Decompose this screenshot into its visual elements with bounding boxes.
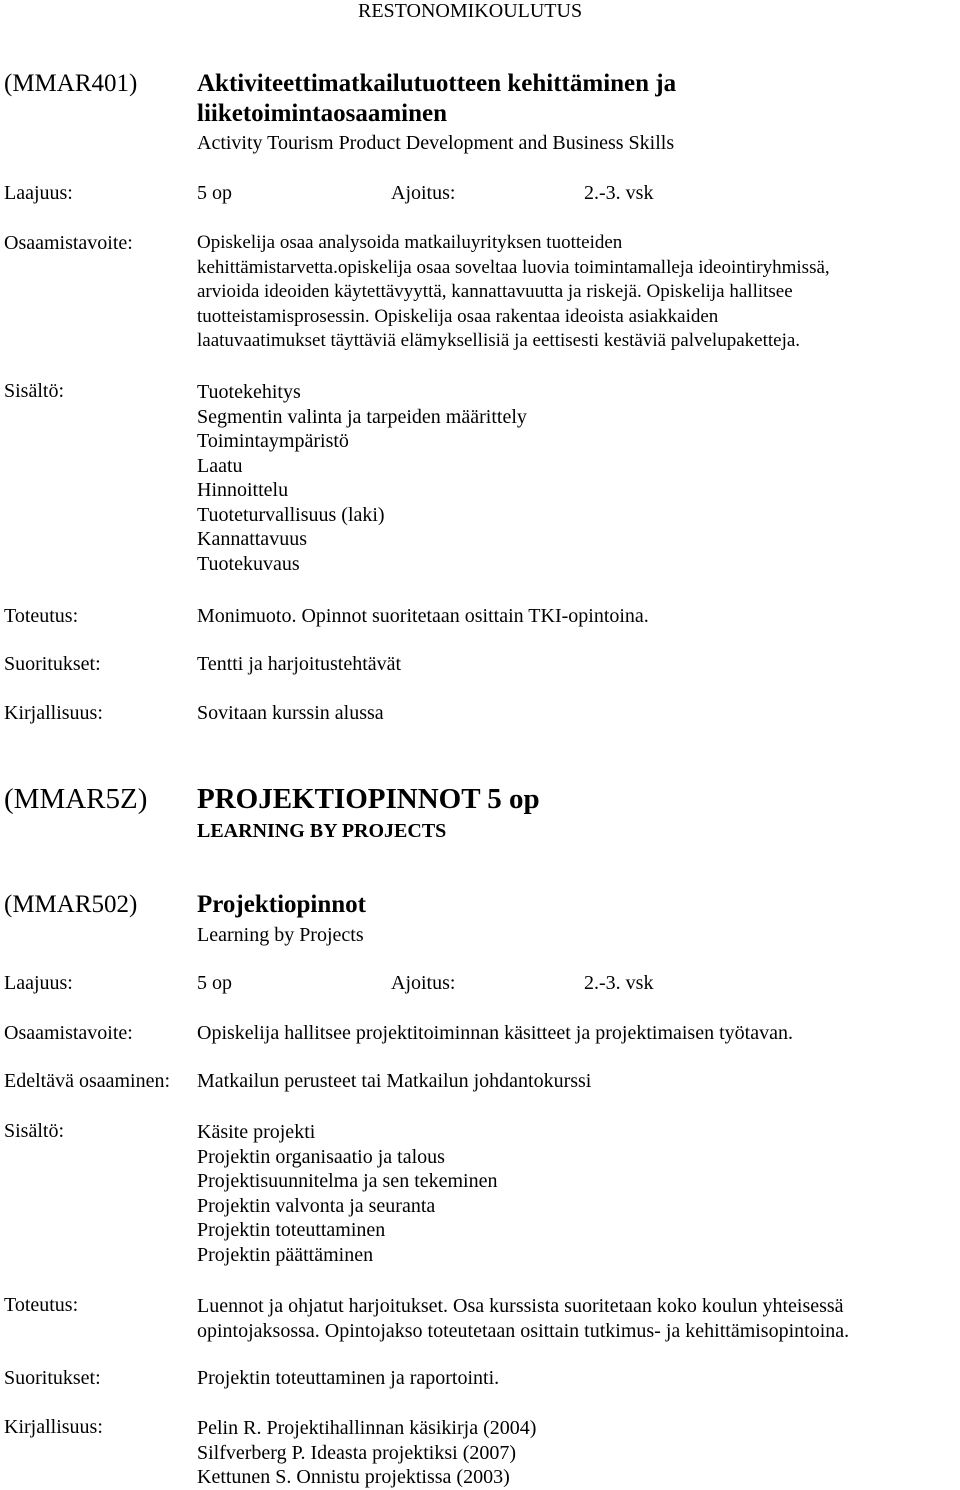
assessment-label: Suoritukset: xyxy=(4,1367,101,1389)
timing-value: 2.-3. vsk xyxy=(584,972,654,994)
course-title-line2: liiketoimintaosaaminen xyxy=(197,100,448,127)
implementation-line: Luennot ja ohjatut harjoitukset. Osa kurssista suoritetaan koko koulun yhteisessä xyxy=(197,1295,844,1317)
content-item: Käsite projekti xyxy=(197,1121,316,1143)
prereq-label: Edeltävä osaaminen: xyxy=(4,1070,171,1092)
literature-item: Kettunen S. Onnistu projektissa (2003) xyxy=(197,1466,510,1488)
content-item: Kannattavuus xyxy=(197,528,307,550)
content-item: Projektin toteuttaminen xyxy=(197,1219,386,1241)
goals-line: kehittämistarvetta.opiskelija osaa soveltaa luovia toimintamalleja ideointiryhmissä, xyxy=(197,256,830,278)
goals-value: Opiskelija hallitsee projektitoiminnan käsitteet ja projektimaisen työtavan. xyxy=(197,1022,793,1044)
scope-value: 5 op xyxy=(197,972,232,994)
literature-item: Silfverberg P. Ideasta projektiksi (2007) xyxy=(197,1441,517,1464)
timing-label: Ajoitus: xyxy=(391,972,456,994)
module-subtitle: LEARNING BY PROJECTS xyxy=(197,820,447,842)
module-title: PROJEKTIOPINNOT 5 op xyxy=(197,783,540,815)
goals-line: tuotteistamisprosessin. Opiskelija osaa rakentaa ideoista asiakkaiden xyxy=(197,305,719,327)
content-item: Projektin organisaatio ja talous xyxy=(197,1145,445,1168)
course-subtitle: Activity Tourism Product Development and Business Skills xyxy=(197,132,675,154)
content-item: Hinnoittelu xyxy=(197,479,289,501)
content-item: Projektin valvonta ja seuranta xyxy=(197,1194,436,1217)
content-label: Sisältö: xyxy=(4,1120,65,1142)
content-list xyxy=(197,1120,498,1267)
content-item: Tuoteturvallisuus (laki) xyxy=(197,503,385,526)
goals-label: Osaamistavoite: xyxy=(4,1022,133,1044)
content-item: Tuotekuvaus xyxy=(197,552,300,575)
scope-label: Laajuus: xyxy=(4,182,73,204)
literature-label: Kirjallisuus: xyxy=(4,1416,103,1438)
goals-line: Opiskelija osaa analysoida matkailuyrityksen tuotteiden xyxy=(197,232,623,253)
course-subtitle: Learning by Projects xyxy=(197,924,364,946)
goals-text xyxy=(197,231,830,354)
course-title-line1: Aktiviteettimatkailutuotteen kehittäminen ja xyxy=(197,70,677,97)
scope-value: 5 op xyxy=(197,182,232,204)
timing-label: Ajoitus: xyxy=(391,182,456,204)
implementation-value: Monimuoto. Opinnot suoritetaan osittain TKI-opintoina. xyxy=(197,605,649,627)
module-code: (MMAR5Z) xyxy=(4,783,148,815)
content-item: Laatu xyxy=(197,454,243,477)
literature-value: Sovitaan kurssin alussa xyxy=(197,702,384,724)
assessment-value: Projektin toteuttaminen ja raportointi. xyxy=(197,1367,500,1389)
implementation-label: Toteutus: xyxy=(4,605,79,627)
course-code: (MMAR502) xyxy=(4,891,138,918)
content-item: Projektisuunnitelma ja sen tekeminen xyxy=(197,1170,498,1192)
prereq-value: Matkailun perusteet tai Matkailun johdantokurssi xyxy=(197,1070,592,1092)
implementation-line: opintojaksossa. Opintojakso toteutetaan osittain tutkimus- ja kehittämisopintoina. xyxy=(197,1319,850,1342)
content-item: Tuotekehitys xyxy=(197,381,301,403)
literature-list xyxy=(197,1416,536,1490)
content-label: Sisältö: xyxy=(4,380,65,402)
goals-line: arvioida ideoiden käytettävyyttä, kannattavuutta ja riskejä. Opiskelija hallitsee xyxy=(197,281,793,302)
course-title: Projektiopinnot xyxy=(197,891,366,918)
content-list xyxy=(197,380,527,576)
goals-label: Osaamistavoite: xyxy=(4,232,133,254)
content-item: Segmentin valinta ja tarpeiden määrittely xyxy=(197,405,527,428)
literature-label: Kirjallisuus: xyxy=(4,702,103,724)
assessment-value: Tentti ja harjoitustehtävät xyxy=(197,653,402,675)
goals-line: laatuvaatimukset täyttäviä elämyksellisiä ja eettisesti kestäviä palvelupaketteja. xyxy=(197,330,801,351)
page-header: RESTONOMIKOULUTUS xyxy=(358,0,583,22)
implementation-label: Toteutus: xyxy=(4,1294,79,1316)
assessment-label: Suoritukset: xyxy=(4,653,101,675)
implementation-text xyxy=(197,1294,849,1343)
course-code: (MMAR401) xyxy=(4,70,138,97)
content-item: Projektin päättäminen xyxy=(197,1243,374,1266)
content-item: Toimintaympäristö xyxy=(197,430,349,452)
timing-value: 2.-3. vsk xyxy=(584,182,654,204)
scope-label: Laajuus: xyxy=(4,972,73,994)
literature-item: Pelin R. Projektihallinnan käsikirja (2004) xyxy=(197,1417,537,1439)
